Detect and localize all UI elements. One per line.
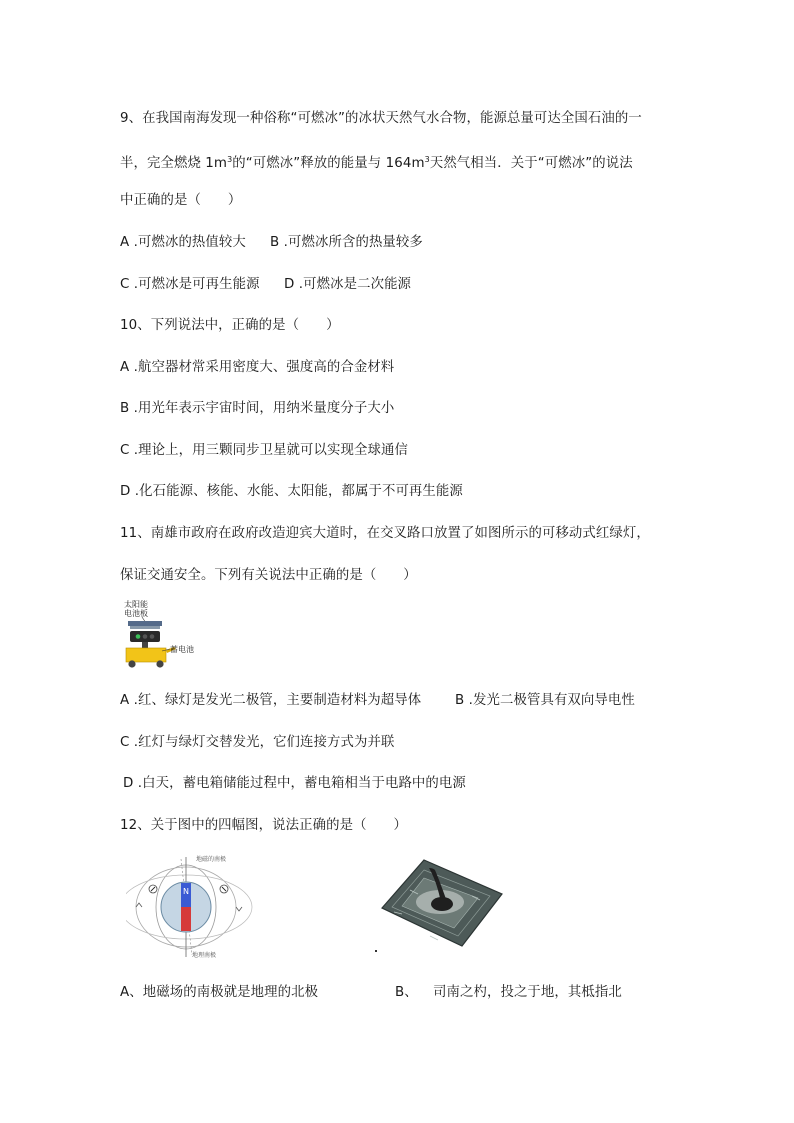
magnet-n-letter: N <box>183 887 189 896</box>
q9-sup2: 3 <box>424 155 430 164</box>
q9-line2-part3: 天然气相当．关于“可燃冰”的说法 <box>429 156 633 171</box>
q11-option-b[interactable]: B .发光二极管具有双向导电性 <box>455 693 635 708</box>
fig-label-battery: 蓄电池 <box>170 645 194 654</box>
q11-option-a[interactable]: A .红、绿灯是发光二极管，主要制造材料为超导体 <box>120 693 422 708</box>
q9-options-ab <box>120 234 423 252</box>
q9-stem-line1: 9、在我国南海发现一种俗称“可燃冰”的冰状天然气水合物，能源总量可达全国石油的一 <box>120 111 642 126</box>
fig-label-geomagnetic-south: 地磁的南极 <box>196 856 227 863</box>
q9-option-b[interactable]: B .可燃冰所含的热量较多 <box>270 235 423 250</box>
q9-options-cd <box>120 276 411 294</box>
q12-option-b-text[interactable]: 司南之杓，投之于地，其柢指北 <box>433 985 622 1000</box>
q11-option-d[interactable]: D .白天，蓄电箱储能过程中，蓄电箱相当于电路中的电源 <box>123 776 466 791</box>
q12-option-a[interactable]: A、地磁场的南极就是地理的北极 <box>120 985 319 1000</box>
fig-label-geographic-south: 地理南极 <box>192 952 217 959</box>
q9-option-d[interactable]: D .可燃冰是二次能源 <box>284 277 412 292</box>
sinan-compass-figure <box>380 856 504 948</box>
q9-option-c[interactable]: C .可燃冰是可再生能源 <box>120 277 260 292</box>
sinan-spoon-bowl <box>431 897 453 911</box>
q10-option-c[interactable]: C .理论上，用三颗同步卫星就可以实现全球通信 <box>120 443 408 458</box>
q9-stem-line3: 中正确的是（ ） <box>120 193 242 208</box>
q9-sup1: 3 <box>227 155 233 164</box>
q12-stem: 12、关于图中的四幅图，说法正确的是（ ） <box>120 818 408 833</box>
q10-option-d[interactable]: D .化石能源、核能、水能、太阳能，都属于不可再生能源 <box>120 484 463 499</box>
q9-stem-line2 <box>120 151 633 173</box>
fig-label-panel: 电池板 <box>124 609 148 618</box>
q10-option-b[interactable]: B .用光年表示宇宙时间，用纳米量度分子大小 <box>120 401 395 416</box>
solar-panel-shape <box>128 621 162 626</box>
q11-options-ab <box>120 692 635 710</box>
q11-stem-line2: 保证交通安全。下列有关说法中正确的是（ ） <box>120 568 417 583</box>
q11-option-c[interactable]: C .红灯与绿灯交替发光，它们连接方式为并联 <box>120 735 395 750</box>
fig-label-solar: 太阳能 <box>124 600 148 609</box>
q10-option-a[interactable]: A .航空器材常采用密度大、强度高的合金材料 <box>120 360 395 375</box>
q11-stem-line1: 11、南雄市政府在政府改造迎宾大道时，在交叉路口放置了如图所示的可移动式红绿灯， <box>120 526 650 541</box>
battery-cart-shape <box>126 648 166 662</box>
q10-stem: 10、下列说法中，正确的是（ ） <box>120 318 340 333</box>
q12-option-b-prefix[interactable]: B、 <box>395 985 418 1000</box>
stray-dot <box>375 950 377 952</box>
q9-line2-part2: 的“可燃冰”释放的能量与 164m <box>232 156 425 171</box>
traffic-light-figure <box>118 597 198 675</box>
q9-line2-part1: 半，完全燃烧 1m <box>120 156 228 171</box>
q9-option-a[interactable]: A .可燃冰的热值较大 <box>120 235 246 250</box>
q12-options-ab <box>120 984 622 1002</box>
magnet-south-half <box>181 907 191 931</box>
geomagnetic-field-figure <box>126 853 258 961</box>
